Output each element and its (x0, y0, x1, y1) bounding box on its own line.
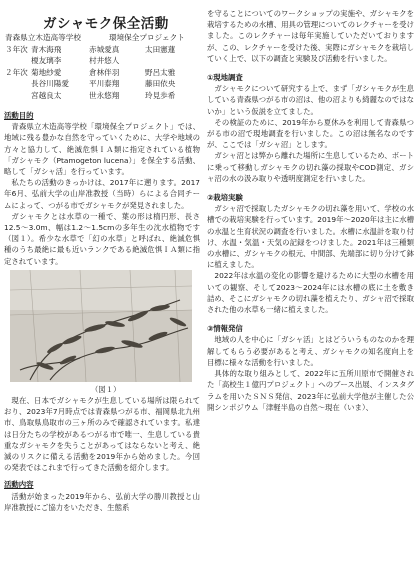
left-column (4, 110, 200, 513)
paragraph: 青森県立木造高等学校「環境保全プロジェクト」では、地域に残る豊かな自然を守っていくために、大学や地域の方々と協力して、絶滅危惧ＩＡ類に指定されている植物「ガシャモク（Ptamogeton lucena）」を保全する活動、略して「ガシャ活」を行っています。 (4, 122, 200, 177)
paragraph: その検証のために、2019年から夏休みを利用して青森県つがる市の沼で現地調査を行いました。この沼は無名なのですが、ここでは「ガシャ沼」とします。 (207, 117, 414, 150)
team-row (5, 44, 201, 56)
school-line (5, 32, 201, 44)
figure-caption: （図１） (90, 384, 121, 394)
member-name: 倉林伴羽 (89, 67, 120, 77)
member-name: 青木海飛 (31, 44, 62, 54)
member-name: 宮越良太 (31, 90, 62, 100)
member-name: 世永悠翔 (89, 90, 120, 100)
paragraph: を守ることについてのワークショップの実施や、ガシャモクを栽培するための水槽、用具の管理についてのレクチャーを受けました。このレクチャーは毎年実施していただいておりますが、この、レクチャーを受けた後、実際にガシャモクを栽培していく上で、以下の調査と実験及び活動を行いました。 (207, 9, 414, 63)
team-row (5, 55, 201, 67)
member-name: 太田憲蓮 (145, 44, 176, 54)
member-name: 長谷川陽愛 (31, 79, 69, 89)
team-roster (5, 32, 201, 102)
member-name (145, 55, 201, 67)
section-heading-activity: 活動内容 (4, 480, 34, 490)
member-name: 菊地紗愛 (31, 67, 62, 77)
paragraph: 具体的な取り組みとして、2022年に五所川原市で開催された「高校生１億円プロジェクト」へのブース出展、インスタグラムを用いたＳＮＳ発信、2023年に弘前大学他が主催した公開シンポジウム「津軽半島の自然〜現在（いま）、 (207, 369, 414, 412)
grade-label: ３年次 (5, 44, 28, 54)
school-name: 青森県立木造高等学校 (5, 33, 81, 42)
section-heading-outreach: ③情報発信 (207, 324, 243, 334)
paragraph: 現在、日本でガシャモクが生息している場所は限られており、2023年7月時点では青森県つがる市、福岡県北九州市、鳥取県鳥取市の三ヶ所のみで確認されています。私達は日分たちの学校があるつがる市で唯一、生息している貴重なガシャモクを失うことがあってはならないと考え、絶滅のリスクに備える活動を2019年から始めました。今回の発表ではこれまで行ってきた活動を紹介します。 (4, 396, 200, 473)
paragraph: ガシャ沼で採取したガシャモクの切れ藻を用いて、学校の水槽での栽培実験を行っています。2019年〜2020年は主に水槽の水温と生育状況の調査を行いました。水槽に水温計を取り付け、水温・気温・天気の記録をつけました。2021年は三種類の水槽に、ガシャモクの根元、中間部、先端部に切り分けて鉢に植えました。 (207, 204, 415, 270)
paragraph: 2022年は水温の変化の影響を避けるために大型の水槽を用いての観察、そして2023〜2024年には水槽の底に土を敷き詰め、そこにガシャモクの切れ藻を植えたり、ガシャ沼で採取された他の水草も一緒に植えました。 (207, 271, 414, 315)
paragraph: ガシャモクについて研究する上で、まず「ガシャモクが生息している青森県つがる市の沼は、他の沼よりも綺麗なのではないか」という仮説を立てました。 (207, 84, 414, 116)
member-name: 榎友璃李 (31, 56, 62, 66)
member-name: 平川泰翔 (89, 79, 120, 89)
grade-label (5, 90, 27, 102)
member-name: 野呂太雅 (145, 67, 176, 77)
aquatic-plant-illustration (10, 270, 192, 382)
section-heading-purpose: 活動目的 (4, 111, 34, 120)
grade-label (5, 78, 27, 90)
member-name: 村井悠人 (89, 56, 120, 66)
paragraph: ガシャモクとは水草の一種で、葉の形は楕円形、長さ12.5〜3.0m、幅は1.2〜1.5cmの多年生の沈水植物です（図１）。希少な水草で「幻の水草」と呼ばれ、絶滅危惧種のうち最絶に最も近いランクである絶滅危惧ＩＡ類に指定されています。 (4, 211, 200, 266)
project-name: 環境保全プロジェクト (109, 33, 185, 42)
right-column (207, 8, 414, 413)
grade-label (5, 55, 27, 67)
team-row (5, 78, 201, 90)
team-row (5, 90, 201, 102)
paragraph: 活動が始まった2019年から、弘前大学の勝川教授と山岸准教授にご協力をいただき、生態系 (4, 491, 200, 512)
grade-label: ２年次 (5, 67, 28, 77)
member-name: 赤城愛真 (89, 44, 120, 54)
gashamoku-photo (10, 270, 192, 382)
section-heading-cultivation: ②栽培実験 (207, 193, 243, 203)
section-heading-survey: ①現地調査 (207, 73, 243, 83)
member-name: 藤田依央 (145, 79, 176, 89)
team-row (5, 67, 201, 79)
paragraph: 地域の人を中心に「ガシャ活」とはどういうものなのかを理解してもらう必要があると考え、ガシャモクの知名度向上を目標に様々な活動を行いました。 (207, 335, 414, 367)
paragraph: ガシャ沼とは弊から離れた場所に生息しているため、ボートに乗って移動しガシャモクの切れ藻の採取やCOD測定、ガシャ沼の水の汲み取りや透明度測定を行いました。 (207, 151, 414, 183)
paragraph: 私たちの活動のきっかけは、2017年に遡ります。2017年6月、弘前大学の山岸准教授（当時）らによる合同チームによって、つがる市でガシャモクが発見されました。 (4, 178, 200, 210)
page-title: ガシャモク保全活動 (43, 16, 169, 32)
member-name: 玲見歩希 (145, 90, 176, 100)
